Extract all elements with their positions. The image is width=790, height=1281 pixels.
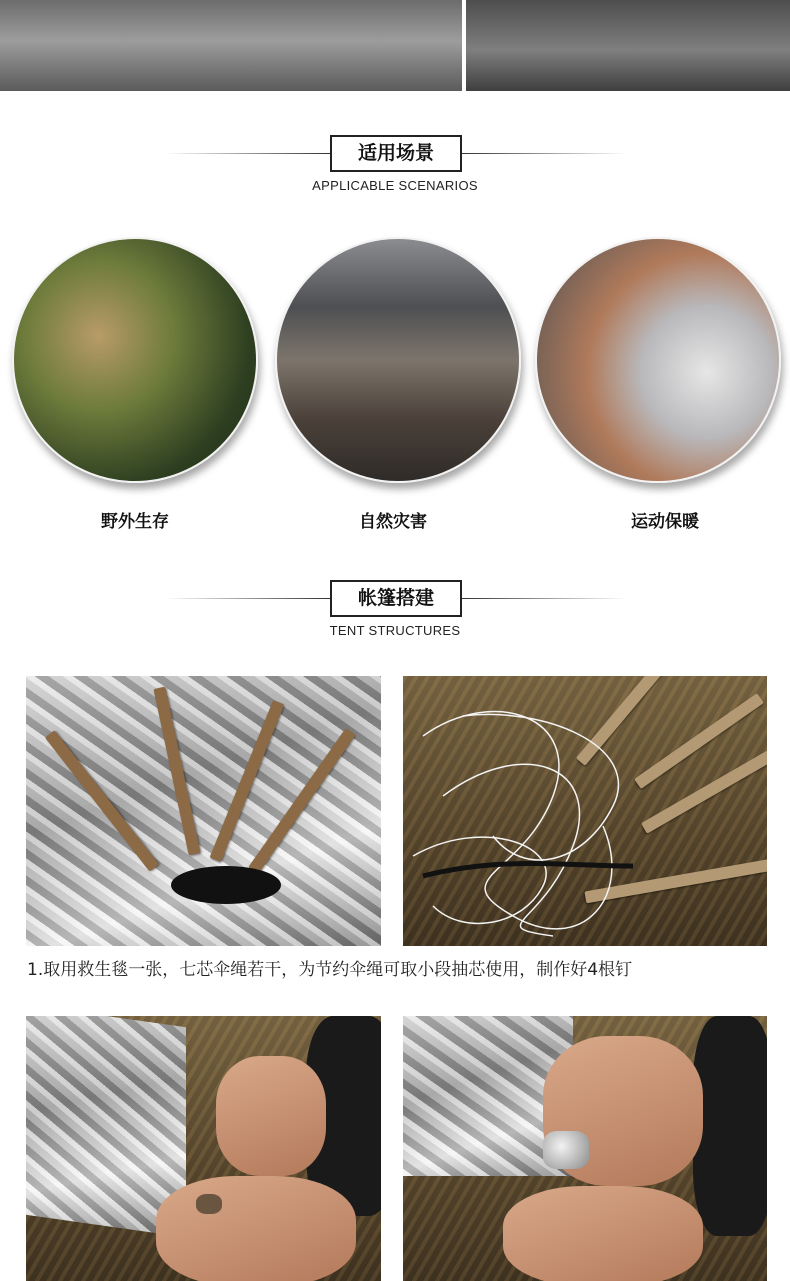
scenarios-subtitle: APPLICABLE SCENARIOS (312, 178, 478, 193)
coiled-rope (171, 866, 281, 904)
photo-wrapping-pebble (403, 1016, 767, 1281)
top-photo-street (466, 0, 790, 91)
wooden-stake (45, 730, 159, 871)
photo-pinning-foil-corner (26, 1016, 381, 1281)
photo-stakes-and-cord (403, 676, 767, 946)
hand (503, 1186, 703, 1281)
scenario-label-sports: 运动保暖 (631, 512, 699, 532)
scenario-image-wilderness (12, 237, 258, 483)
section-divider-right (462, 598, 627, 599)
top-photo-cyclists (0, 0, 462, 91)
scenario-label-disaster: 自然灾害 (359, 512, 427, 532)
scenarios-title: 适用场景 (330, 135, 462, 172)
hand (156, 1176, 356, 1281)
scenario-label-wilderness: 野外生存 (101, 512, 169, 532)
hand (216, 1056, 326, 1176)
scenario-image-disaster (275, 237, 521, 483)
section-divider-right (462, 153, 627, 154)
tent-subtitle: TENT STRUCTURES (329, 623, 461, 638)
section-divider-left (165, 153, 330, 154)
wooden-stake (153, 687, 200, 856)
step-1-caption: 1.取用救生毯一张，七芯伞绳若干，为节约伞绳可取小段抽芯使用，制作好4根钉 (27, 960, 633, 980)
scenario-image-sports (535, 237, 781, 483)
tent-title: 帐篷搭建 (330, 580, 462, 617)
section-divider-left (165, 598, 330, 599)
sleeve (693, 1016, 767, 1236)
pebble (196, 1194, 222, 1214)
photo-foil-with-stakes (26, 676, 381, 946)
wrapped-pebble (543, 1131, 589, 1169)
white-cord-tangle (403, 676, 767, 946)
